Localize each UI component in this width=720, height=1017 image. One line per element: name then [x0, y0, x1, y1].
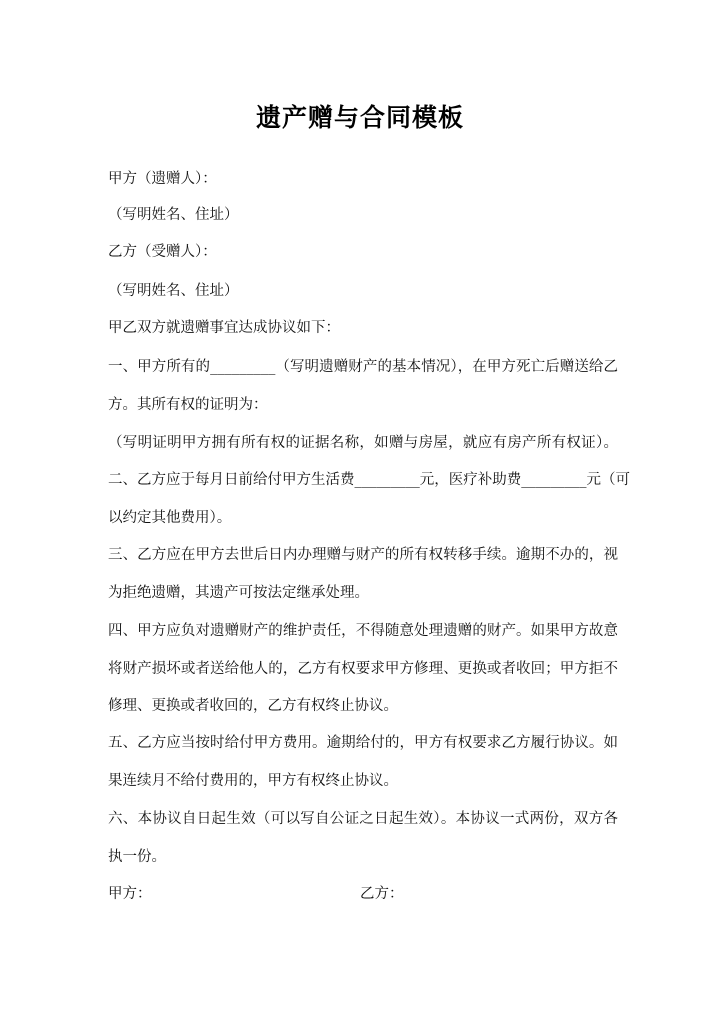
- party-b-label: 乙方（受赠人）：: [108, 244, 217, 260]
- clause-4-line-1: 四、甲方应负对遗赠财产的维护责任，不得随意处理遗赠的财产。如果甲方故意: [108, 623, 618, 639]
- clause-1-line-2: 方。其所有权的证明为：: [108, 397, 268, 413]
- clause-6-line-1: 六、本协议自日起生效（可以写自公证之日起生效）。本协议一式两份，双方各: [108, 811, 618, 827]
- clause-4-line-3: 修理、更换或者收回的，乙方有权终止协议。: [108, 698, 398, 714]
- signature-party-b: 乙方：: [360, 886, 404, 902]
- party-a-note: （写明姓名、住址）: [108, 207, 239, 223]
- clause-2-line-1: 二、乙方应于每月日前给付甲方生活费_________元，医疗补助费_________元（可: [108, 472, 630, 488]
- clause-1-line-3: （写明证明甲方拥有所有权的证据名称，如赠与房屋，就应有房产所有权证）。: [108, 435, 618, 451]
- clause-5-line-1: 五、乙方应当按时给付甲方费用。逾期给付的，甲方有权要求乙方履行协议。如: [108, 735, 618, 751]
- clause-4-line-2: 将财产损坏或者送给他人的，乙方有权要求甲方修理、更换或者收回；甲方拒不: [108, 661, 618, 677]
- signature-party-a: 甲方：: [108, 886, 152, 902]
- clause-3-line-2: 为拒绝遗赠，其遗产可按法定继承处理。: [108, 585, 369, 601]
- clause-6-line-2: 执一份。: [108, 849, 166, 865]
- party-b-note: （写明姓名、住址）: [108, 283, 239, 299]
- party-a-label: 甲方（遗赠人）：: [108, 171, 217, 187]
- clause-3-line-1: 三、乙方应在甲方去世后日内办理赠与财产的所有权转移手续。逾期不办的，视: [108, 547, 618, 563]
- agreement-intro: 甲乙双方就遗赠事宜达成协议如下：: [108, 320, 340, 336]
- clause-5-line-2: 果连续月不给付费用的，甲方有权终止协议。: [108, 773, 398, 789]
- clause-2-line-2: 以约定其他费用）。: [108, 510, 232, 526]
- document-title: 遗产赠与合同模板: [255, 103, 464, 132]
- clause-1-line-1: 一、甲方所有的_________（写明遗赠财产的基本情况），在甲方死亡后赠送给乙: [108, 359, 618, 375]
